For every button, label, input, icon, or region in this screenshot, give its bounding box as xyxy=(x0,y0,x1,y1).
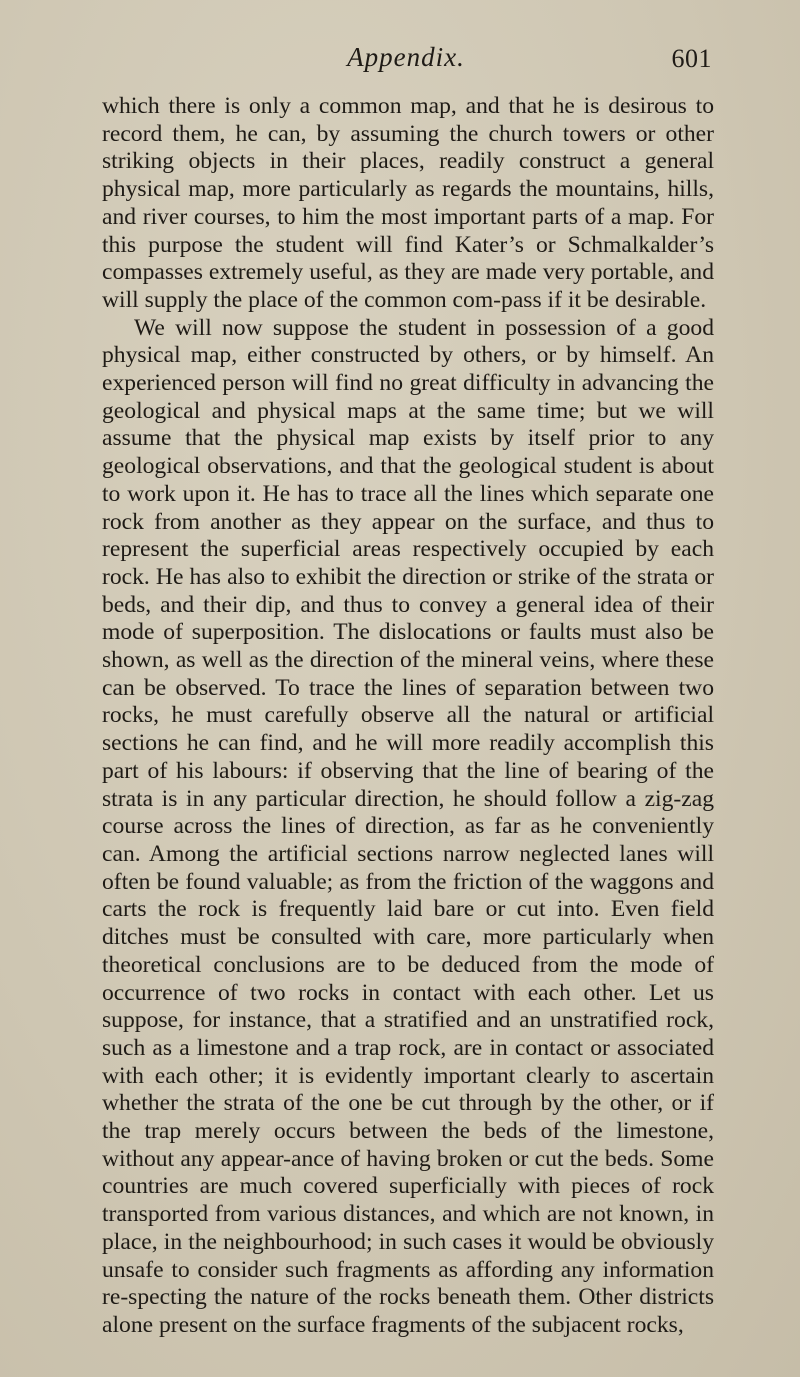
page-number: 601 xyxy=(671,44,712,73)
running-head xyxy=(100,42,712,78)
paragraph: We will now suppose the student in possession of a good physical map, either constructed by others, or by himself. An experienced person will find no great difficulty in advancing the geological and physical maps at the same time; but we will assume that the physical map exists by itself prior to any geological observations, and that the geological student is about to work upon it. He has to trace all the lines which separate one rock from another as they appear on the surface, and thus to represent the superficial areas respectively occupied by each rock. He has also to exhibit the direction or strike of the strata or beds, and their dip, and thus to convey a general idea of their mode of superposition. The dislocations or faults must also be shown, as well as the direction of the mineral veins, where these can be observed. To trace the lines of separation between two rocks, he must carefully observe all the natural or artificial sections he can find, and he will more readily accomplish this part of his labours: if observing that the line of bearing of the strata is in any particular direction, he should follow a zig-zag course across the lines of direction, as far as he conveniently can. Among the artificial sections narrow neglected lanes will often be found valuable; as from the friction of the waggons and carts the rock is frequently laid bare or cut into. Even field ditches must be consulted with care, more particularly when theoretical conclusions are to be deduced from the mode of occurrence of two rocks in contact with each other. Let us suppose, for instance, that a stratified and an unstratified rock, such as a limestone and a trap rock, are in contact or associated with each other; it is evidently important clearly to ascertain whether the strata of the one be cut through by the other, or if the trap merely occurs between the beds of the limestone, without any appear-ance of having broken or cut the beds. Some countries are much covered superficially with pieces of rock transported from various distances, and which are not known, in place, in the neighbourhood; in such cases it would be obviously unsafe to consider such fragments as affording any information re-specting the nature of the rocks beneath them. Other districts alone present on the surface fragments of the subjacent rocks, xyxy=(102,314,714,1338)
body-text xyxy=(102,93,714,1340)
running-title: Appendix. xyxy=(347,42,465,72)
paragraph-continuation: which there is only a common map, and that he is desirous to record them, he can, by assuming the church towers or other striking objects in their places, readily construct a general physical map, more particularly as regards the mountains, hills, and river courses, to him the most important parts of a map. For this purpose the student will find Kater’s or Schmalkalder’s compasses extremely useful, as they are made very portable, and will supply the place of the common com-pass if it be desirable. xyxy=(102,93,714,313)
